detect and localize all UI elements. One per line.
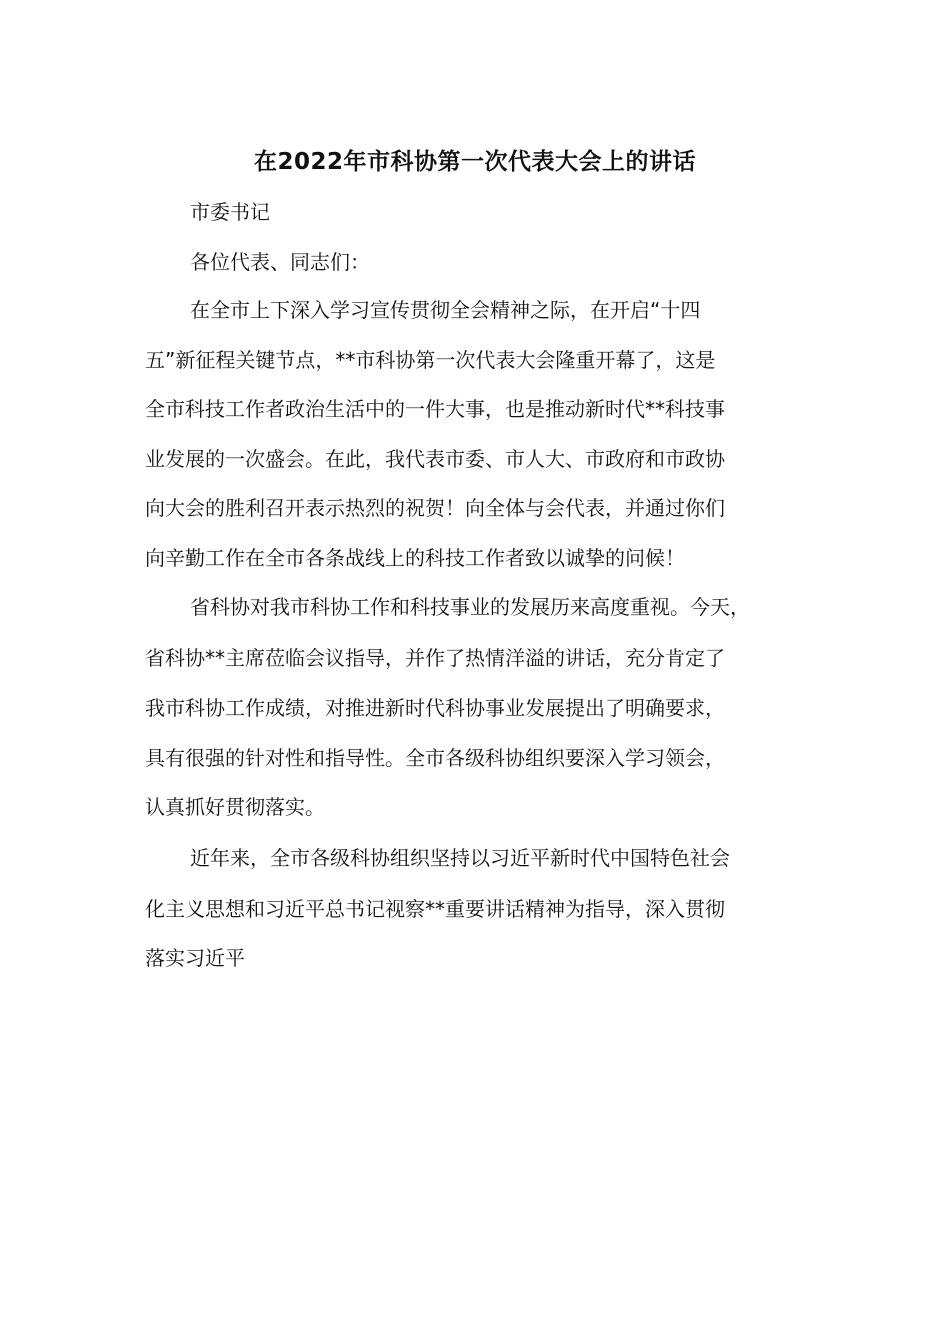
text-line: 省科协对我市科协工作和科技事业的发展历来高度重视。今天， xyxy=(190,595,750,619)
text-line: 业发展的一次盛会。在此，我代表市委、市人大、市政府和市政协 xyxy=(145,447,725,471)
text-line: 化主义思想和习近平总书记视察**重要讲话精神为指导，深入贯彻 xyxy=(145,897,725,921)
text-line: 省科协**主席莅临会议指导，并作了热情洋溢的讲话，充分肯定了 xyxy=(145,646,725,670)
text-line: 向大会的胜利召开表示热烈的祝贺！向全体与会代表，并通过你们 xyxy=(145,496,725,520)
text-line: 全市科技工作者政治生活中的一件大事，也是推动新时代**科技事 xyxy=(145,397,725,421)
text-line: 近年来，全市各级科协组织坚持以习近平新时代中国特色社会 xyxy=(190,846,730,870)
text-line: 落实习近平 xyxy=(145,946,245,970)
document-title: 在2022年市科协第一次代表大会上的讲话 xyxy=(253,149,696,175)
text-line: 五”新征程关键节点，**市科协第一次代表大会隆重开幕了，这是 xyxy=(145,348,716,372)
salutation-line: 各位代表、同志们： xyxy=(190,250,370,274)
text-line: 向辛勤工作在全市各条战线上的科技工作者致以诚挚的问候！ xyxy=(145,546,685,570)
text-line: 在全市上下深入学习宣传贯彻全会精神之际，在开启“十四 xyxy=(190,298,701,322)
author-line: 市委书记 xyxy=(190,200,270,224)
text-line: 认真抓好贯彻落实。 xyxy=(145,795,325,819)
text-line: 我市科协工作成绩，对推进新时代科协事业发展提出了明确要求， xyxy=(145,696,725,720)
text-line: 具有很强的针对性和指导性。全市各级科协组织要深入学习领会， xyxy=(145,746,725,770)
